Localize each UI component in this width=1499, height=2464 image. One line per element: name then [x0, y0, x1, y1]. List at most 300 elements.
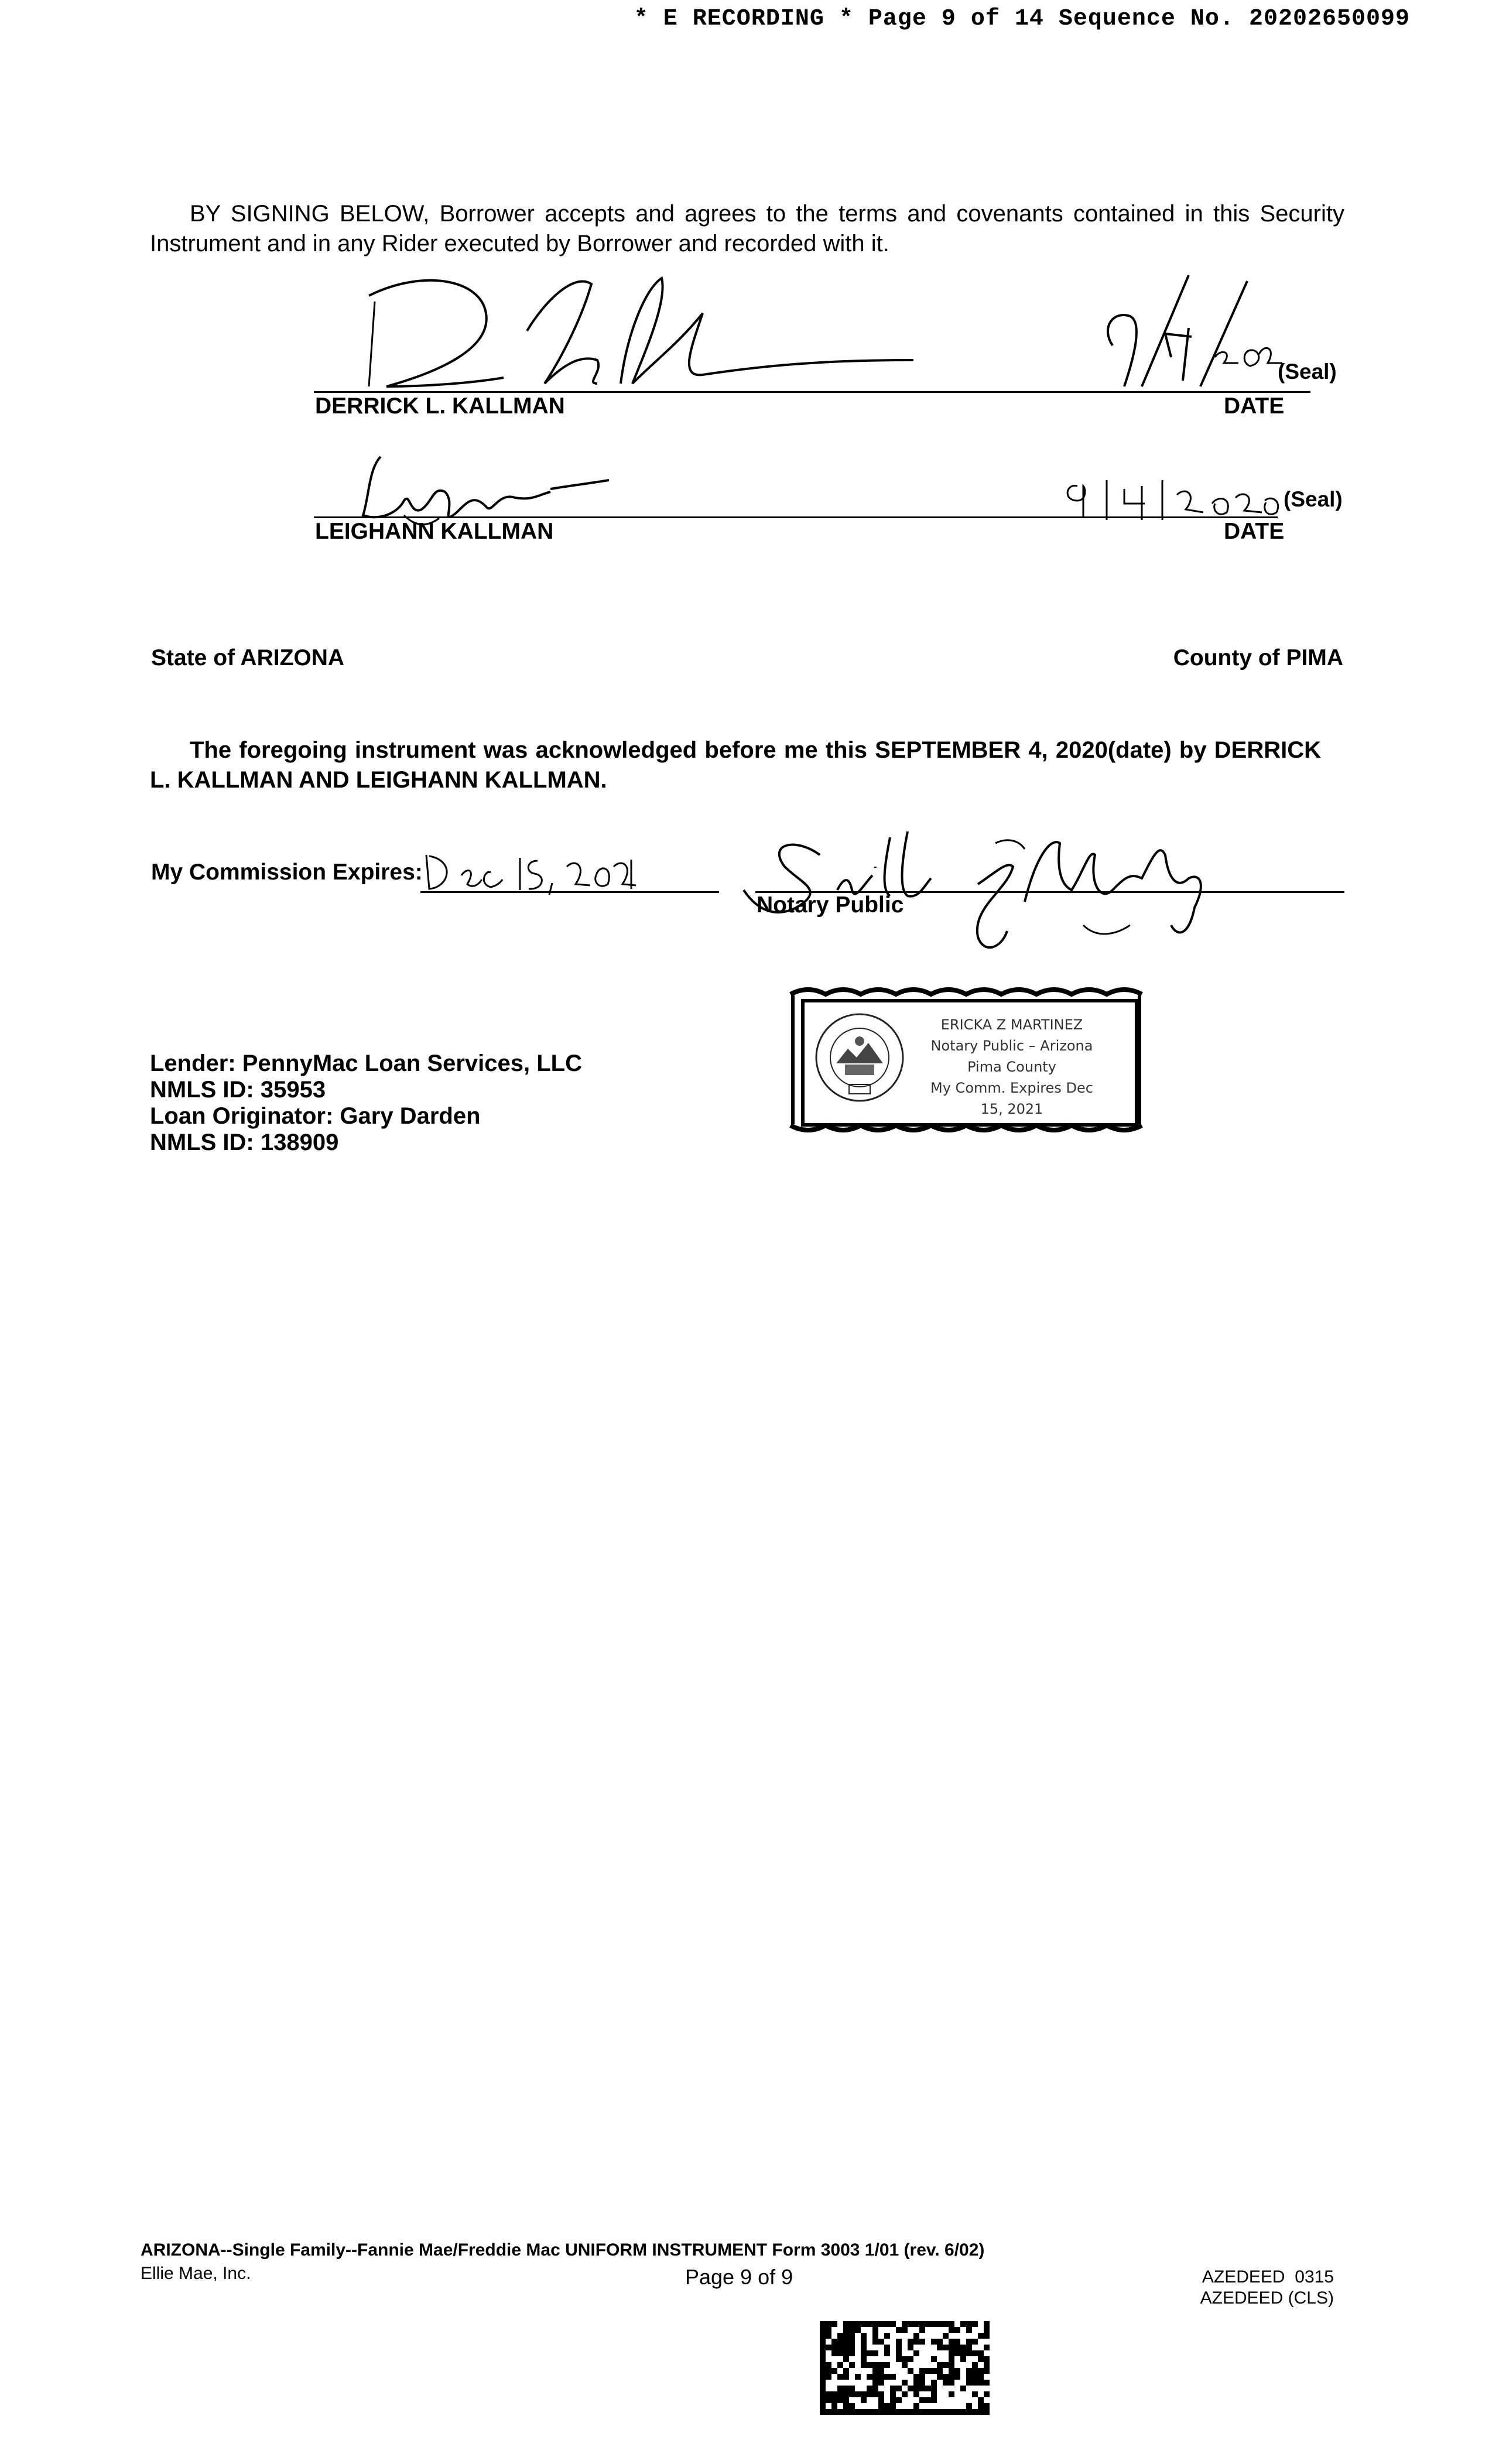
barcode-cell [966, 2374, 972, 2380]
footer-code-2: AZEDEED (CLS) [1200, 2288, 1334, 2308]
barcode-cell [943, 2362, 949, 2368]
barcode-cell [820, 2409, 826, 2415]
barcode-cell [913, 2409, 919, 2415]
barcode-cell [896, 2345, 902, 2350]
barcode-cell [949, 2362, 954, 2368]
barcode-cell [820, 2333, 826, 2339]
barcode-cell [978, 2333, 984, 2339]
barcode-cell [978, 2397, 984, 2403]
barcode-cell [954, 2409, 960, 2415]
barcode-cell [884, 2345, 890, 2350]
barcode-cell [826, 2368, 831, 2374]
barcode-cell [837, 2374, 843, 2380]
barcode-cell [820, 2362, 826, 2368]
stamp-text [918, 1014, 1106, 1120]
barcode-cell [867, 2362, 872, 2368]
barcode-cell [861, 2321, 867, 2327]
barcode-cell [896, 2386, 902, 2391]
barcode-cell [861, 2333, 867, 2339]
barcode-cell [984, 2391, 990, 2397]
barcode-cell [820, 2339, 826, 2345]
barcode-cell [837, 2362, 843, 2368]
barcode-cell [843, 2391, 849, 2397]
lender-info [150, 1050, 582, 1156]
barcode-cell [984, 2333, 990, 2339]
barcode-cell [931, 2380, 937, 2386]
barcode-cell [837, 2345, 843, 2350]
barcode-cell [826, 2397, 831, 2403]
barcode-cell [902, 2321, 908, 2327]
barcode-cell [849, 2333, 855, 2339]
barcode-cell [949, 2368, 954, 2374]
barcode-cell [908, 2321, 913, 2327]
barcode-cell [949, 2321, 954, 2327]
barcode-cell [837, 2350, 843, 2356]
barcode-cell [919, 2386, 925, 2391]
barcode-cell [984, 2321, 990, 2327]
barcode-cell [949, 2409, 954, 2415]
barcode-cell [849, 2327, 855, 2333]
barcode-cell [919, 2397, 925, 2403]
barcode-cell [972, 2391, 978, 2397]
barcode-cell [919, 2321, 925, 2327]
barcode-cell [978, 2356, 984, 2362]
barcode-cell [872, 2362, 878, 2368]
barcode-cell [913, 2403, 919, 2409]
barcode-cell [978, 2409, 984, 2415]
barcode-cell [902, 2327, 908, 2333]
barcode-cell [949, 2339, 954, 2345]
barcode-cell [831, 2368, 837, 2374]
arizona-seal-icon [813, 1011, 906, 1104]
barcode-cell [843, 2333, 849, 2339]
barcode-cell [890, 2397, 896, 2403]
barcode-cell [867, 2391, 872, 2397]
barcode-cell [913, 2391, 919, 2397]
barcode-cell [984, 2403, 990, 2409]
barcode-cell [820, 2386, 826, 2391]
barcode-cell [861, 2345, 867, 2350]
signing-statement: BY SIGNING BELOW, Borrower accepts and agrees to the terms and covenants contained in this Security Instrument and in any Rider executed by Borrower and recorded with it. [150, 201, 1344, 256]
stamp-notary-name: ERICKA Z MARTINEZ [940, 1017, 1083, 1033]
handwritten-commission-date [420, 843, 637, 896]
barcode-cell [913, 2339, 919, 2345]
barcode-cell [826, 2391, 831, 2397]
barcode-cell [831, 2345, 837, 2350]
barcode-cell [826, 2345, 831, 2350]
barcode-cell [960, 2350, 966, 2356]
barcode-cell [872, 2409, 878, 2415]
barcode-cell [954, 2350, 960, 2356]
barcode-cell [861, 2397, 867, 2403]
barcode-cell [931, 2386, 937, 2391]
barcode-cell [966, 2327, 972, 2333]
barcode-cell [913, 2333, 919, 2339]
barcode-cell [820, 2397, 826, 2403]
barcode-cell [843, 2356, 849, 2362]
barcode-cell [949, 2391, 954, 2397]
barcode-cell [943, 2409, 949, 2415]
barcode-cell [949, 2345, 954, 2350]
acknowledgment-text: The foregoing instrument was acknowledged before me this SEPTEMBER 4, 2020(date) by DERRICK L. KALLMAN AND LEIGHANN KALLMAN. [150, 737, 1321, 793]
barcode-cell [954, 2345, 960, 2350]
barcode-cell [984, 2409, 990, 2415]
barcode-cell [937, 2345, 943, 2350]
barcode-cell [849, 2321, 855, 2327]
barcode-cell [896, 2350, 902, 2356]
barcode-cell [855, 2374, 861, 2380]
barcode-cell [826, 2409, 831, 2415]
notary-stamp [785, 984, 1148, 1136]
barcode-cell [872, 2374, 878, 2380]
barcode-cell [978, 2368, 984, 2374]
barcode-cell [943, 2374, 949, 2380]
barcode-cell [878, 2362, 884, 2368]
barcode-cell [966, 2380, 972, 2386]
barcode-cell [861, 2350, 867, 2356]
barcode-cell [884, 2374, 890, 2380]
barcode-cell [943, 2333, 949, 2339]
barcode-cell [966, 2321, 972, 2327]
barcode-cell [954, 2374, 960, 2380]
barcode-cell [890, 2386, 896, 2391]
barcode-cell [908, 2386, 913, 2391]
barcode-cell [843, 2397, 849, 2403]
barcode-cell [919, 2374, 925, 2380]
barcode-cell [820, 2374, 826, 2380]
barcode-cell [884, 2350, 890, 2356]
barcode-cell [831, 2409, 837, 2415]
barcode-cell [972, 2350, 978, 2356]
footer-code-1: AZEDEED 0315 [1202, 2267, 1334, 2287]
barcode-cell [884, 2409, 890, 2415]
barcode-cell [849, 2345, 855, 2350]
recording-header: * E RECORDING * Page 9 of 14 Sequence No. 20202650099 [634, 6, 1410, 32]
barcode-cell [913, 2380, 919, 2386]
barcode-cell [878, 2403, 884, 2409]
barcode-cell [931, 2409, 937, 2415]
barcode-cell [872, 2333, 878, 2339]
barcode-cell [878, 2368, 884, 2374]
barcode-cell [867, 2321, 872, 2327]
barcode-cell [831, 2403, 837, 2409]
barcode-cell [978, 2350, 984, 2356]
barcode-cell [820, 2368, 826, 2374]
barcode-cell [884, 2333, 890, 2339]
date-label-1: DATE [1224, 393, 1285, 419]
barcode-cell [872, 2391, 878, 2397]
barcode-cell [843, 2374, 849, 2380]
barcode-cell [966, 2409, 972, 2415]
barcode-cell [849, 2386, 855, 2391]
barcode-cell [826, 2362, 831, 2368]
barcode-cell [925, 2321, 931, 2327]
commission-expires-label: My Commission Expires: [151, 860, 423, 885]
barcode-cell [966, 2345, 972, 2350]
barcode-cell [849, 2362, 855, 2368]
stamp-notary-title: Notary Public – Arizona [930, 1038, 1093, 1054]
barcode-cell [867, 2409, 872, 2415]
barcode-cell [966, 2350, 972, 2356]
barcode-cell [837, 2397, 843, 2403]
barcode-cell [843, 2386, 849, 2391]
barcode-cell [972, 2409, 978, 2415]
barcode-cell [878, 2391, 884, 2397]
barcode-cell [837, 2339, 843, 2345]
barcode-cell [937, 2362, 943, 2368]
barcode-cell [931, 2397, 937, 2403]
signature-line-1 [314, 391, 1310, 393]
barcode-cell [826, 2321, 831, 2327]
barcode-cell [843, 2321, 849, 2327]
barcode-cell [984, 2327, 990, 2333]
footer-vendor: Ellie Mae, Inc. [141, 2264, 251, 2283]
barcode-cell [820, 2350, 826, 2356]
lender-name: Lender: PennyMac Loan Services, LLC [150, 1050, 582, 1076]
barcode-cell [925, 2386, 931, 2391]
barcode-cell [861, 2362, 867, 2368]
notary-public-label: Notary Public [757, 892, 904, 918]
barcode-cell [890, 2409, 896, 2415]
barcode-cell [837, 2386, 843, 2391]
signer-name-1: DERRICK L. KALLMAN [315, 393, 565, 419]
signature-line-2 [314, 516, 1278, 518]
barcode-cell [820, 2391, 826, 2397]
barcode-cell [984, 2345, 990, 2350]
barcode-cell [820, 2356, 826, 2362]
barcode-cell [849, 2350, 855, 2356]
barcode-cell [872, 2339, 878, 2345]
barcode-cell [872, 2350, 878, 2356]
barcode-cell [943, 2321, 949, 2327]
barcode-cell [896, 2397, 902, 2403]
barcode-cell [826, 2327, 831, 2333]
barcode-cell [943, 2345, 949, 2350]
barcode-cell [908, 2368, 913, 2374]
notary-signature [732, 820, 1230, 954]
barcode-cell [890, 2391, 896, 2397]
barcode-cell [960, 2386, 966, 2391]
barcode-cell [984, 2362, 990, 2368]
barcode-cell [849, 2409, 855, 2415]
barcode-cell [902, 2356, 908, 2362]
barcode-cell [837, 2409, 843, 2415]
barcode-cell [896, 2339, 902, 2345]
barcode-cell [820, 2403, 826, 2409]
barcode-cell [855, 2327, 861, 2333]
barcode-cell [843, 2368, 849, 2374]
barcode-cell [855, 2321, 861, 2327]
barcode-cell [843, 2345, 849, 2350]
barcode-cell [919, 2409, 925, 2415]
barcode-cell [913, 2386, 919, 2391]
originator-nmls: NMLS ID: 138909 [150, 1130, 339, 1155]
barcode-cell [849, 2391, 855, 2397]
barcode-cell [855, 2409, 861, 2415]
date-label-2: DATE [1224, 519, 1285, 544]
barcode-cell [831, 2397, 837, 2403]
barcode-cell [960, 2409, 966, 2415]
barcode-cell [872, 2327, 878, 2333]
signer-name-2: LEIGHANN KALLMAN [315, 519, 554, 544]
barcode-cell [878, 2380, 884, 2386]
barcode-cell [861, 2356, 867, 2362]
barcode-cell [878, 2374, 884, 2380]
barcode-cell [908, 2356, 913, 2362]
barcode-cell [949, 2356, 954, 2362]
barcode-cell [931, 2391, 937, 2397]
barcode-cell [919, 2327, 925, 2333]
barcode-cell [872, 2386, 878, 2391]
barcode-cell [872, 2321, 878, 2327]
barcode-cell [855, 2391, 861, 2397]
barcode-cell [931, 2356, 937, 2362]
barcode-cell [972, 2368, 978, 2374]
barcode-cell [831, 2321, 837, 2327]
barcode-cell [966, 2368, 972, 2374]
barcode-cell [902, 2391, 908, 2397]
barcode-cell [949, 2380, 954, 2386]
barcode-cell [960, 2321, 966, 2327]
barcode-cell [826, 2374, 831, 2380]
barcode-cell [984, 2380, 990, 2386]
barcode-cell [849, 2339, 855, 2345]
barcode-cell [954, 2368, 960, 2374]
barcode-cell [849, 2403, 855, 2409]
handwritten-date-2 [1060, 468, 1282, 527]
barcode-cell [831, 2391, 837, 2397]
barcode-cell [949, 2374, 954, 2380]
barcode-cell [820, 2327, 826, 2333]
barcode-cell [872, 2380, 878, 2386]
barcode-cell [908, 2409, 913, 2415]
barcode-cell [919, 2368, 925, 2374]
barcode-cell [896, 2356, 902, 2362]
stamp-county: Pima County [967, 1059, 1056, 1075]
barcode-cell [978, 2403, 984, 2409]
barcode-cell [884, 2403, 890, 2409]
barcode-cell [831, 2350, 837, 2356]
barcode-cell [972, 2339, 978, 2345]
barcode-cell [913, 2374, 919, 2380]
barcode-cell [867, 2350, 872, 2356]
barcode-cell [960, 2356, 966, 2362]
barcode-cell [861, 2409, 867, 2415]
barcode-cell [878, 2397, 884, 2403]
barcode-cell [908, 2345, 913, 2350]
barcode-cell [960, 2345, 966, 2350]
barcode-cell [902, 2362, 908, 2368]
barcode-cell [966, 2403, 972, 2409]
barcode-cell [931, 2339, 937, 2345]
barcode-cell [843, 2409, 849, 2415]
barcode-cell [919, 2339, 925, 2345]
barcode-cell [820, 2321, 826, 2327]
barcode-cell [861, 2391, 867, 2397]
barcode-cell [972, 2374, 978, 2380]
barcode-cell [954, 2339, 960, 2345]
barcode-cell [878, 2339, 884, 2345]
barcode-cell [984, 2368, 990, 2374]
commission-line [420, 891, 719, 893]
barcode-cell [843, 2339, 849, 2345]
barcode-cell [826, 2333, 831, 2339]
barcode-cell [843, 2403, 849, 2409]
barcode-cell [954, 2327, 960, 2333]
barcode-cell [890, 2403, 896, 2409]
venue-state: State of ARIZONA [151, 645, 345, 670]
barcode-cell [937, 2339, 943, 2345]
barcode-cell [931, 2368, 937, 2374]
barcode-cell [913, 2321, 919, 2327]
barcode-cell [937, 2374, 943, 2380]
footer-form-id: ARIZONA--Single Family--Fannie Mae/Freddie Mac UNIFORM INSTRUMENT Form 3003 1/01 (rev. 6/02) [141, 2240, 985, 2260]
barcode-cell [925, 2409, 931, 2415]
barcode-cell [884, 2362, 890, 2368]
signature-derrick-kallman [351, 266, 937, 407]
barcode-cell [978, 2374, 984, 2380]
barcode-cell [884, 2321, 890, 2327]
barcode-cell [943, 2380, 949, 2386]
barcode-cell [896, 2409, 902, 2415]
barcode-cell [937, 2409, 943, 2415]
barcode-cell [931, 2321, 937, 2327]
barcode-cell [867, 2386, 872, 2391]
barcode-cell [908, 2339, 913, 2345]
barcode-cell [867, 2374, 872, 2380]
barcode-cell [925, 2397, 931, 2403]
barcode-cell [972, 2321, 978, 2327]
barcode-cell [872, 2368, 878, 2374]
barcode-cell [925, 2368, 931, 2374]
barcode-cell [843, 2350, 849, 2356]
barcode-cell [984, 2356, 990, 2362]
barcode-cell [937, 2368, 943, 2374]
barcode-cell [972, 2362, 978, 2368]
seal-label-1: (Seal) [1278, 360, 1337, 384]
barcode-cell [890, 2321, 896, 2327]
barcode-cell [820, 2380, 826, 2386]
barcode-cell [820, 2345, 826, 2350]
lender-nmls: NMLS ID: 35953 [150, 1077, 326, 1103]
barcode-cell [837, 2333, 843, 2339]
document-barcode [820, 2320, 990, 2416]
barcode-cell [949, 2350, 954, 2356]
barcode-cell [949, 2327, 954, 2333]
venue-county: County of PIMA [1173, 645, 1343, 670]
seal-label-2: (Seal) [1284, 487, 1343, 511]
barcode-cell [837, 2391, 843, 2397]
loan-originator: Loan Originator: Gary Darden [150, 1103, 481, 1129]
stamp-expiration: My Comm. Expires Dec 15, 2021 [930, 1080, 1093, 1117]
barcode-cell [890, 2374, 896, 2380]
barcode-cell [972, 2380, 978, 2386]
barcode-cell [843, 2327, 849, 2333]
barcode-cell [913, 2350, 919, 2356]
barcode-cell [902, 2409, 908, 2415]
footer-page-number: Page 9 of 9 [685, 2265, 793, 2289]
barcode-cell [878, 2321, 884, 2327]
barcode-cell [937, 2321, 943, 2327]
barcode-cell [896, 2327, 902, 2333]
barcode-cell [861, 2339, 867, 2345]
barcode-cell [978, 2380, 984, 2386]
barcode-cell [831, 2339, 837, 2345]
barcode-cell [902, 2380, 908, 2386]
handwritten-date-1 [1095, 269, 1294, 404]
barcode-cell [966, 2339, 972, 2345]
barcode-cell [919, 2380, 925, 2386]
